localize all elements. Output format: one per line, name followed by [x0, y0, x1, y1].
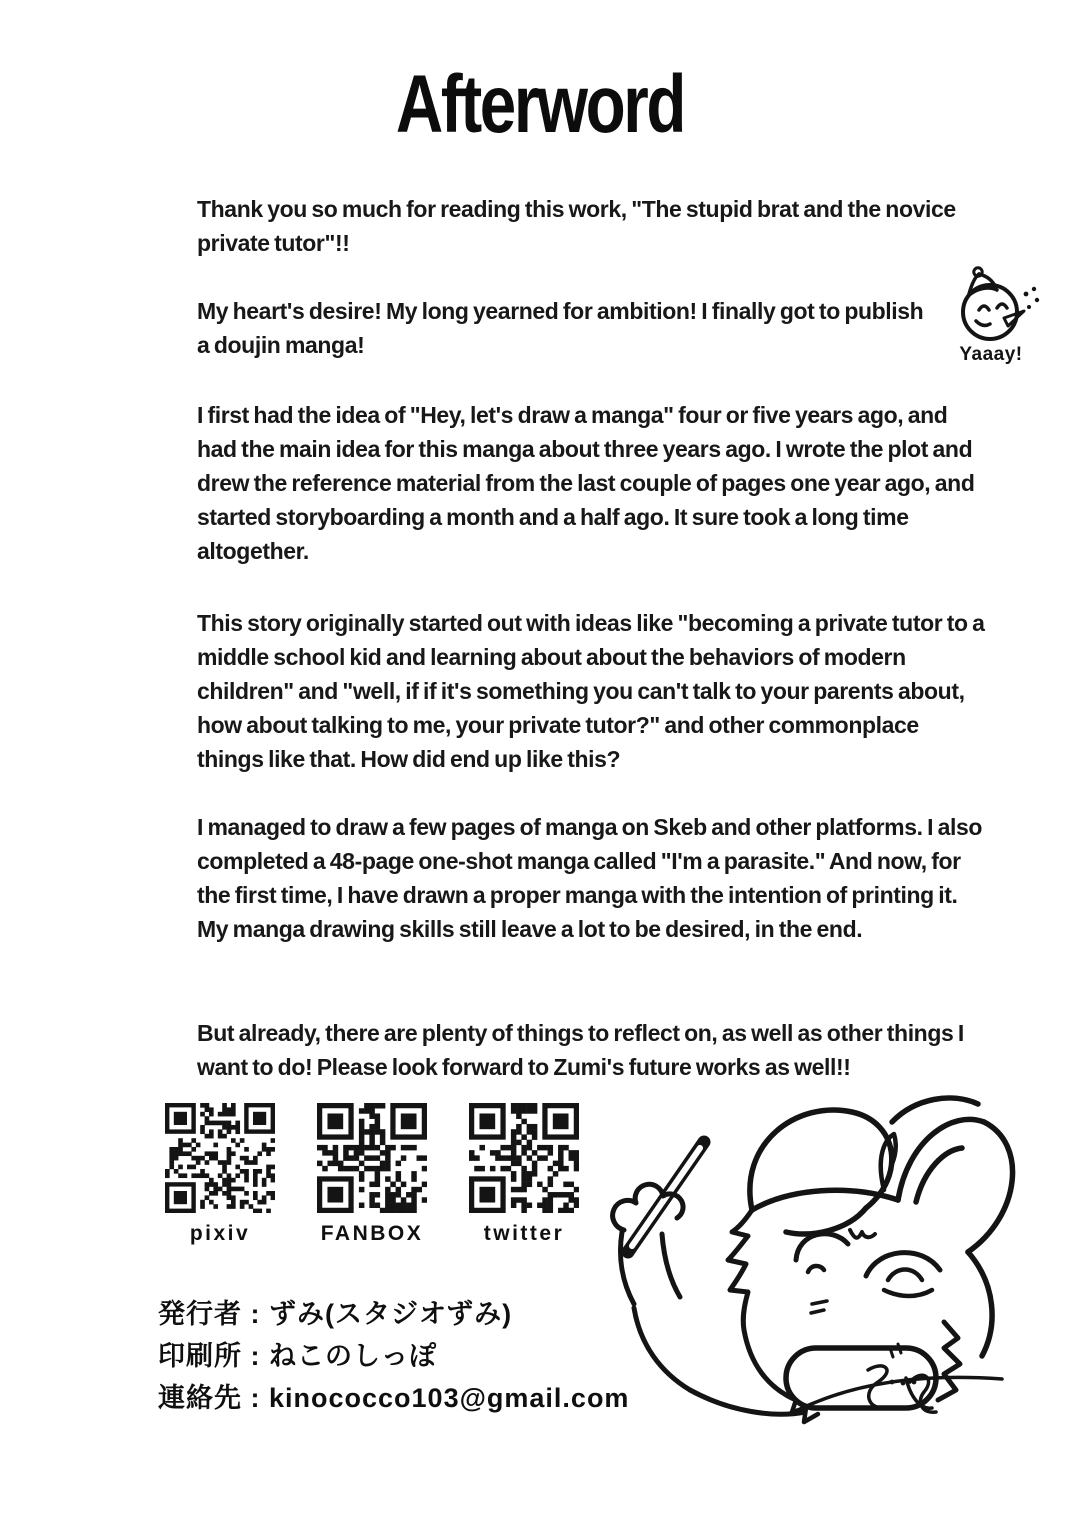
colophon-publisher-line: 発行者 : ずみ(スタジオずみ): [158, 1299, 513, 1329]
afterword-paragraph-2: My heart's desire! My long yearned for ambition! I finally got to publish a doujin manga!: [197, 298, 924, 358]
afterword-paragraph-3: I first had the idea of "Hey, let's draw a manga" four or five years ago, and had the main idea for this manga about three years ago. I wrote the plot and drew the reference material from the last couple of pages one year ago, and started storyboarding a month and a half ago. It sure took a long time altogether.: [197, 402, 975, 564]
colophon-printer-line: 印刷所 : ねこのしっぽ: [158, 1341, 437, 1371]
qr-label-twitter: twitter: [483, 1222, 565, 1245]
party-face-doodle-icon: [946, 266, 1042, 348]
artist-character-doodle: [600, 1082, 1070, 1492]
afterword-paragraph-1: Thank you so much for reading this work, "The stupid brat and the novice private tutor"!!: [197, 196, 956, 256]
colophon: [158, 1293, 629, 1419]
qr-item-twitter: [469, 1103, 579, 1246]
qr-label-pixiv: pixiv: [189, 1222, 251, 1245]
qr-label-fanbox: FANBOX: [320, 1222, 424, 1245]
afterword-paragraph-6: But already, there are plenty of things to reflect on, as well as other things I want to do! Please look forward to Zumi's future works as well!!: [197, 1020, 964, 1080]
colophon-contact-line: 連絡先 : kinococco103@gmail.com: [158, 1383, 630, 1413]
pixiv-qr-code-icon: [165, 1103, 275, 1213]
twitter-qr-code-icon: [469, 1103, 579, 1213]
afterword-paragraph-5: I managed to draw a few pages of manga on Skeb and other platforms. I also completed a 48-page one-shot manga called "I'm a parasite." And now, for the first time, I have drawn a proper manga with the intention of printing it. My manga drawing skills still leave a lot to be desired, in the end.: [197, 814, 983, 942]
qr-item-fanbox: [317, 1103, 427, 1246]
party-doodle-caption: Yaaay!: [959, 344, 1023, 365]
page-title: Afterword: [395, 59, 685, 150]
qr-item-pixiv: [165, 1103, 275, 1246]
fanbox-qr-code-icon: [317, 1103, 427, 1213]
qr-code-row: [165, 1103, 579, 1246]
afterword-paragraph-4: This story originally started out with ideas like "becoming a private tutor to a middle school kid and learning about about the behaviors of modern children" and "well, if if it's something you can't talk to your parents about, how about talking to me, your private tutor?" and other commonplace things like that. How did end up like this?: [197, 610, 985, 772]
